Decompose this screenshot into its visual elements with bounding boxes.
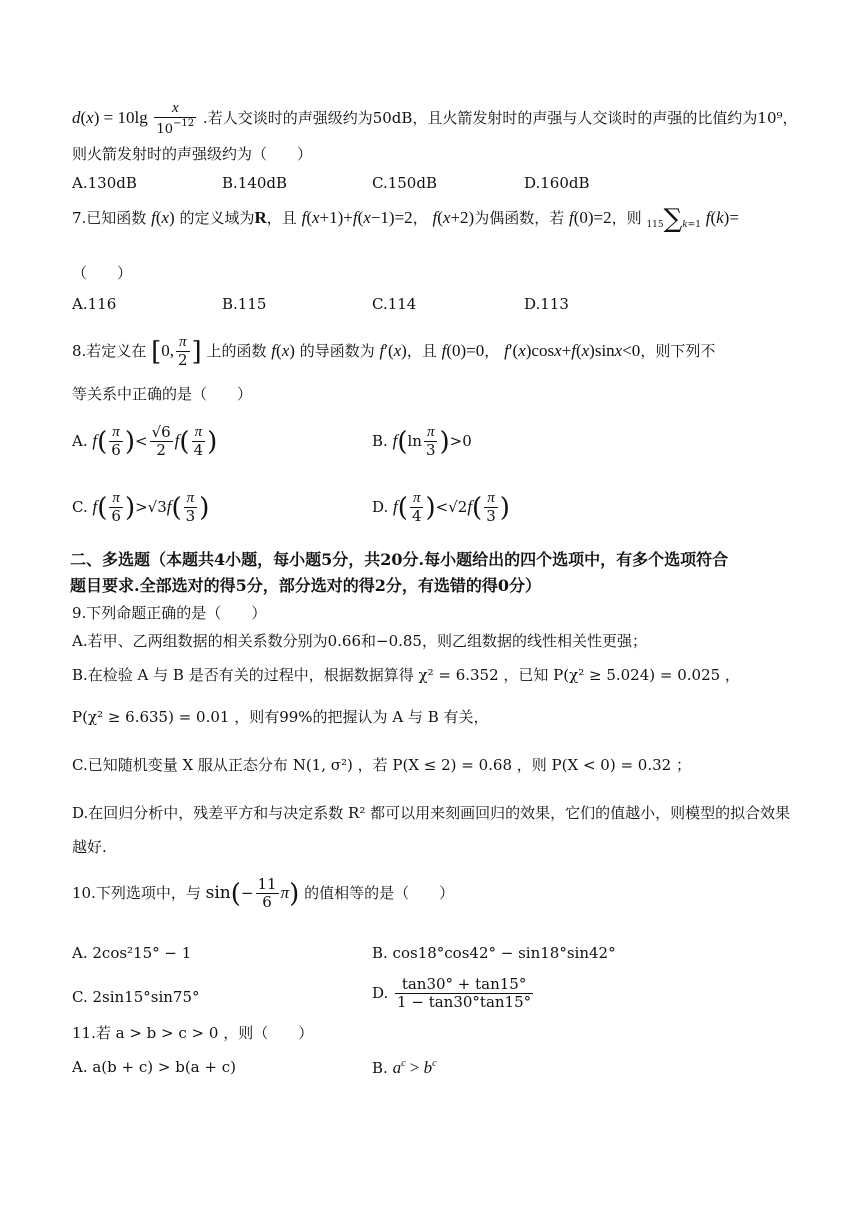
q7-summation: 115∑k=1 (646, 204, 701, 234)
q10-option-a: A. 2cos²15° − 1 (72, 944, 192, 962)
q6-line2: 则火箭发射时的声强级约为（ ） (72, 145, 313, 163)
q7-text-f: ，则 (611, 209, 642, 227)
q7-paren: （ ） (72, 264, 133, 282)
q8-text-d: ，且 (406, 341, 437, 360)
q9-option-d-line1: D.在回归分析中，残差平方和与决定系数 R² 都可以用来刻画回归的效果，它们的值越小，则模型的拟合效果 (72, 804, 791, 822)
q8-option-d: D. f( $\frac{\pi}{4}$ )<√2f( $\frac{\pi}{3}$ ) (372, 490, 510, 526)
q9-option-c: C.已知随机变量 X 服从正态分布 N(1, σ²) ，若 P(X ≤ 2) = 0.68 ，则 P(X < 0) = 0.32 ； (72, 756, 691, 774)
q9-option-d-line2: 越好. (72, 838, 107, 856)
section2-heading-line2: 题目要求.全部选对的得5分，部分选对的得2分，有选错的得0分） (70, 576, 541, 595)
q8-text-a: 8.若定义在 (72, 341, 147, 360)
q7-fx: f(x) (151, 208, 175, 227)
q10-stem: 10.下列选项中，与 sin(− $\frac{11}{6}$ π) 的值相等的是（ ） (72, 875, 455, 912)
q11-option-b: B. $a^c > b^c$ (372, 1058, 437, 1077)
q6-option-c: C.150dB (372, 174, 437, 192)
q8-text-f: ，则下列不 (640, 341, 716, 360)
q11-stem: 11.若 a > b > c > 0 ，则（ ） (72, 1024, 314, 1042)
q8-text-e: ， (484, 341, 500, 360)
q7-text-e: 为偶函数，若 (474, 209, 565, 227)
q6-option-b: B.140dB (222, 174, 288, 192)
q8-option-a: A. f( $\frac{\pi}{6}$ )< $\frac{√6}{2}$ f( $\frac{\pi}{4}$ ) (72, 423, 218, 460)
q8-option-b: B. f(ln $\frac{\pi}{3}$ )>0 (372, 424, 472, 460)
q7-R: R (254, 208, 267, 227)
section2-heading-line1: 二、多选题（本题共4小题，每小题5分，共20分.每小题给出的四个选项中，有多个选项符合 (70, 550, 729, 569)
q7-option-c: C.114 (372, 295, 417, 313)
q11-option-a: A. a(b + c) > b(a + c) (72, 1058, 236, 1076)
q9-stem: 9.下列命题正确的是（ ） (72, 604, 267, 622)
q7-text-a: 7.已知函数 (72, 209, 147, 227)
q10-option-d: D. $\frac{\tan 30^\circ + \tan 15^\circ}{1 - \tan 30^\circ\tan 15^\circ}$ (372, 975, 532, 1012)
q7-fk: f(k)= (705, 208, 739, 227)
q9-option-b-line2: P(χ² ≥ 6.635) = 0.01 ，则有99%的把握认为 A 与 B 有关， (72, 708, 489, 726)
q6-option-d: D.160dB (524, 174, 590, 192)
q7-eq2: f(x+2) (432, 208, 475, 227)
q7-eq3: f(0)=2 (568, 208, 612, 227)
q7-eq1: f(x+1)+f(x−1)=2 (301, 208, 413, 227)
q7-option-a: A.116 (72, 295, 117, 313)
q9-option-b-line1: B.在检验 A 与 B 是否有关的过程中，根据数据算得 χ² = 6.352 ，已知 P(χ² ≥ 5.024) = 0.025 ， (72, 666, 740, 684)
q6-line1 (72, 100, 798, 138)
q6-fraction: $\frac{x}{10^{-12}}$ (156, 100, 195, 138)
q7-text-d: ， (412, 209, 428, 227)
q10-option-c: C. 2sin15°sin75° (72, 988, 200, 1006)
q6-option-a: A.130dB (72, 174, 137, 192)
q8-line2: 等关系中正确的是（ ） (72, 385, 253, 403)
q8-option-c: C. f( $\frac{\pi}{6}$ )>√3f( $\frac{\pi}{3}$ ) (72, 490, 210, 526)
q7-text-b: 的定义域为 (179, 209, 255, 227)
q8-line1: 8.若定义在 [0, $\frac{\pi}{2}$ ] 上的函数 f(x) 的导函数为 f′(x)，且 f(0)=0， f′(x)cosx+f(x)sinx<0，则下列不 (72, 334, 716, 370)
q7-option-b: B.115 (222, 295, 267, 313)
q8-text-c: 的导函数为 (299, 341, 375, 360)
q6-line1-text: .若人交谈时的声强级约为50dB，且火箭发射时的声强与人交谈时的声强的比值约为10⁹， (202, 109, 798, 128)
q7-option-d: D.113 (524, 295, 569, 313)
q6-formula: d(x) = 10lg (72, 108, 148, 128)
q9-option-a: A.若甲、乙两组数据的相关系数分别为0.66和−0.85，则乙组数据的线性相关性更强； (72, 632, 647, 650)
q7-text-c: ，且 (266, 209, 297, 227)
q8-text-b: 上的函数 (206, 341, 267, 360)
q7-line1 (72, 206, 739, 232)
q10-option-b: B. cos18°cos42° − sin18°sin42° (372, 944, 616, 962)
